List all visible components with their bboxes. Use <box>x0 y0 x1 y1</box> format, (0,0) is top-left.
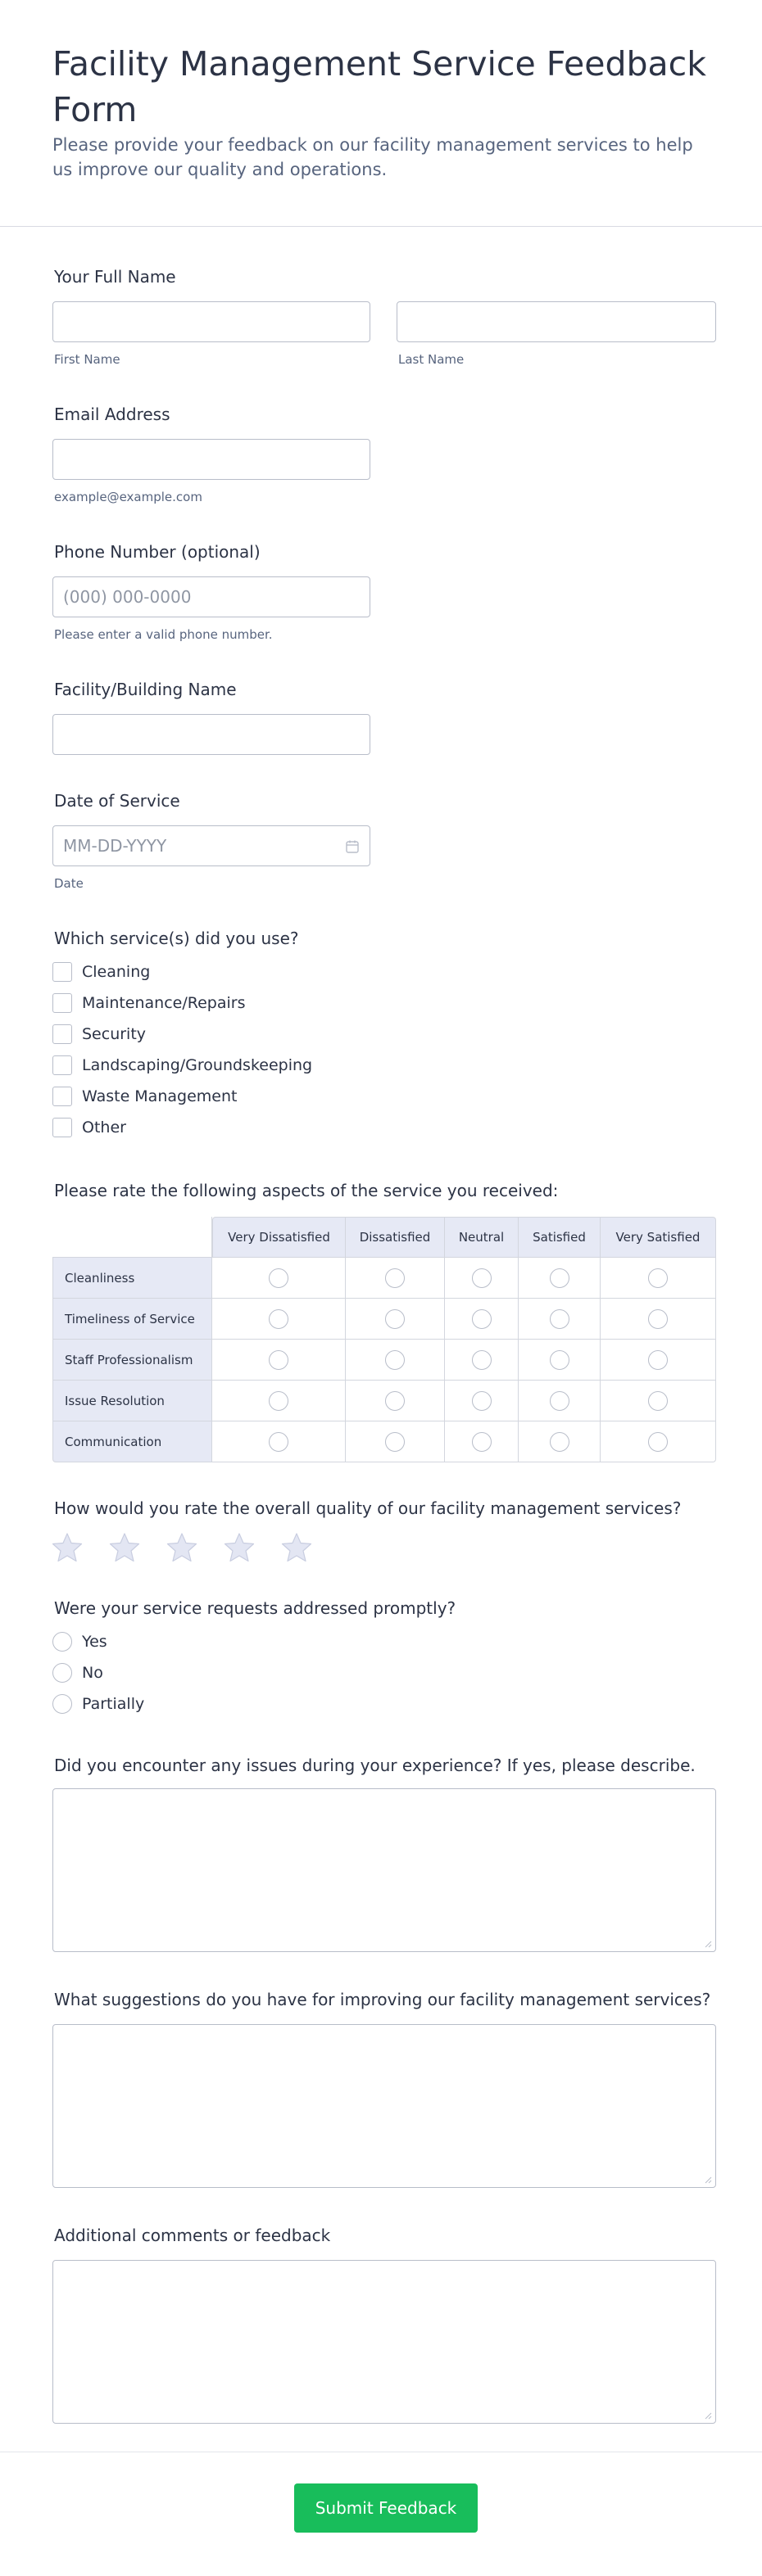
option-label: Maintenance/Repairs <box>82 994 246 1012</box>
prompt-option-yes[interactable] <box>52 1626 144 1657</box>
email-sublabel: example@example.com <box>54 490 202 504</box>
matrix-radio[interactable] <box>385 1432 405 1452</box>
matrix-row-header: Issue Resolution <box>52 1381 212 1421</box>
form-header <box>0 0 762 227</box>
option-label: Cleaning <box>82 963 151 981</box>
matrix-radio[interactable] <box>648 1268 668 1288</box>
prompt-option-partially[interactable] <box>52 1688 144 1720</box>
facility-label: Facility/Building Name <box>54 680 237 699</box>
checkbox[interactable] <box>52 962 72 982</box>
matrix-radio[interactable] <box>269 1391 288 1411</box>
service-option-landscaping[interactable] <box>52 1050 312 1081</box>
matrix-col-header: Satisfied <box>519 1217 601 1258</box>
matrix-radio[interactable] <box>550 1268 569 1288</box>
service-option-waste[interactable] <box>52 1081 312 1112</box>
option-label: No <box>82 1664 103 1682</box>
form-footer <box>0 2452 762 2576</box>
matrix-row <box>52 1340 716 1381</box>
matrix-radio[interactable] <box>472 1268 492 1288</box>
phone-placeholder: (000) 000-0000 <box>63 587 192 607</box>
issues-label: Did you encounter any issues during your experience? If yes, please describe. <box>54 1756 696 1775</box>
matrix-radio[interactable] <box>550 1391 569 1411</box>
matrix-radio[interactable] <box>385 1350 405 1370</box>
radio-button[interactable] <box>52 1663 72 1683</box>
star-icon[interactable] <box>108 1531 141 1564</box>
matrix-radio[interactable] <box>269 1268 288 1288</box>
matrix-radio[interactable] <box>472 1309 492 1329</box>
first-name-input[interactable] <box>52 301 370 342</box>
suggestions-label: What suggestions do you have for improving our facility management services? <box>54 1990 711 2009</box>
prompt-label: Were your service requests addressed promptly? <box>54 1598 456 1618</box>
date-input[interactable] <box>52 825 370 866</box>
matrix-row <box>52 1258 716 1299</box>
option-label: Landscaping/Groundskeeping <box>82 1056 313 1074</box>
first-name-sublabel: First Name <box>54 352 120 367</box>
matrix-row-header: Cleanliness <box>52 1258 212 1299</box>
date-sublabel: Date <box>54 876 84 891</box>
matrix-radio[interactable] <box>385 1268 405 1288</box>
comments-textarea[interactable] <box>52 2260 716 2424</box>
matrix-radio[interactable] <box>472 1432 492 1452</box>
option-label: Waste Management <box>82 1087 238 1105</box>
phone-label: Phone Number (optional) <box>54 542 261 562</box>
matrix-row-header: Communication <box>52 1421 212 1462</box>
matrix-col-header: Dissatisfied <box>346 1217 445 1258</box>
phone-input[interactable] <box>52 576 370 617</box>
matrix-label: Please rate the following aspects of the service you received: <box>54 1181 559 1200</box>
last-name-sublabel: Last Name <box>398 352 465 367</box>
service-option-other[interactable] <box>52 1112 312 1143</box>
matrix-radio[interactable] <box>269 1309 288 1329</box>
matrix-row <box>52 1421 716 1462</box>
resize-handle-icon[interactable] <box>704 2411 712 2420</box>
calendar-icon[interactable] <box>345 838 360 853</box>
checkbox[interactable] <box>52 1055 72 1075</box>
services-label: Which service(s) did you use? <box>54 929 299 948</box>
date-label: Date of Service <box>54 791 180 811</box>
email-input[interactable] <box>52 439 370 480</box>
checkbox[interactable] <box>52 1118 72 1137</box>
email-label: Email Address <box>54 404 170 424</box>
matrix-col-header: Very Dissatisfied <box>212 1217 346 1258</box>
services-checkbox-group <box>52 956 312 1143</box>
star-icon[interactable] <box>51 1531 84 1564</box>
star-icon[interactable] <box>223 1531 256 1564</box>
option-label: Other <box>82 1119 126 1137</box>
form-title: Facility Management Service Feedback Form <box>52 44 706 129</box>
matrix-row-header: Timeliness of Service <box>52 1299 212 1340</box>
star-rating <box>51 1531 313 1564</box>
matrix-radio[interactable] <box>550 1432 569 1452</box>
star-icon[interactable] <box>280 1531 313 1564</box>
issues-textarea[interactable] <box>52 1788 716 1952</box>
matrix-radio[interactable] <box>269 1432 288 1452</box>
option-label: Partially <box>82 1695 145 1713</box>
option-label: Security <box>82 1025 147 1043</box>
full-name-label: Your Full Name <box>54 267 176 287</box>
matrix-radio[interactable] <box>385 1391 405 1411</box>
radio-button[interactable] <box>52 1632 72 1652</box>
facility-input[interactable] <box>52 714 370 755</box>
matrix-col-header: Neutral <box>445 1217 519 1258</box>
checkbox[interactable] <box>52 993 72 1013</box>
option-label: Yes <box>82 1633 107 1651</box>
matrix-radio[interactable] <box>472 1391 492 1411</box>
service-option-cleaning[interactable] <box>52 956 312 987</box>
date-placeholder: MM-DD-YYYY <box>63 836 167 856</box>
matrix-radio[interactable] <box>648 1391 668 1411</box>
checkbox[interactable] <box>52 1087 72 1106</box>
last-name-input[interactable] <box>397 301 716 342</box>
service-option-maintenance[interactable] <box>52 987 312 1019</box>
matrix-row <box>52 1381 716 1421</box>
rating-matrix <box>52 1217 716 1462</box>
matrix-row <box>52 1299 716 1340</box>
matrix-radio[interactable] <box>385 1309 405 1329</box>
star-icon[interactable] <box>166 1531 198 1564</box>
comments-label: Additional comments or feedback <box>54 2226 331 2245</box>
rating-label: How would you rate the overall quality of our facility management services? <box>54 1498 682 1518</box>
checkbox[interactable] <box>52 1024 72 1044</box>
form-description: Please provide your feedback on our facility management services to help us improve our quality and operations. <box>52 135 693 179</box>
matrix-radio[interactable] <box>550 1309 569 1329</box>
prompt-radio-group <box>52 1626 144 1720</box>
resize-handle-icon[interactable] <box>704 2176 712 2184</box>
suggestions-textarea[interactable] <box>52 2024 716 2188</box>
matrix-radio[interactable] <box>648 1309 668 1329</box>
prompt-option-no[interactable] <box>52 1657 144 1688</box>
matrix-row-header: Staff Professionalism <box>52 1340 212 1381</box>
matrix-radio[interactable] <box>648 1350 668 1370</box>
matrix-radio[interactable] <box>269 1350 288 1370</box>
matrix-corner <box>52 1217 212 1258</box>
service-option-security[interactable] <box>52 1019 312 1050</box>
matrix-radio[interactable] <box>648 1432 668 1452</box>
radio-button[interactable] <box>52 1694 72 1714</box>
submit-button[interactable]: Submit Feedback <box>294 2483 478 2533</box>
resize-handle-icon[interactable] <box>704 1940 712 1948</box>
matrix-radio[interactable] <box>472 1350 492 1370</box>
matrix-col-header: Very Satisfied <box>601 1217 716 1258</box>
matrix-radio[interactable] <box>550 1350 569 1370</box>
phone-sublabel: Please enter a valid phone number. <box>54 627 273 642</box>
